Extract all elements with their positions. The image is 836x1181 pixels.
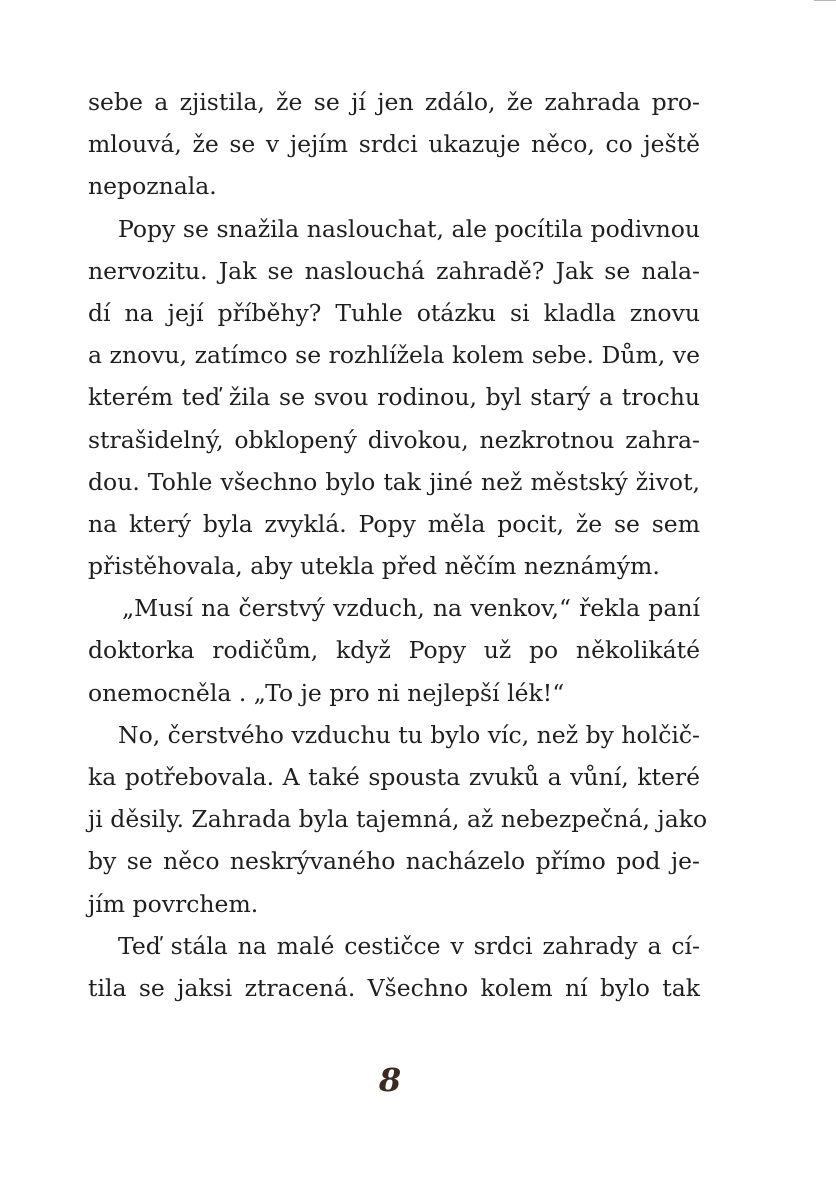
- text-line: Teď stála na malé cestičce v srdci zahrady a cí-: [118, 931, 700, 960]
- text-line: strašidelný, obklopený divokou, nezkrotnou zahra-: [88, 425, 700, 454]
- text-line: Popy se snažila naslouchat, ale pocítila podivnou: [118, 214, 700, 243]
- text-line: by se něco neskrývaného nacházelo přímo pod je-: [88, 847, 700, 876]
- page-edge-line: [814, 0, 836, 1]
- text-line: „Musí na čerstvý vzduch, na venkov,“ řekla paní: [122, 594, 700, 623]
- text-line: jím povrchem.: [88, 889, 259, 918]
- text-line: ka potřebovala. A také spousta zvuků a vůní, které: [88, 763, 700, 791]
- text-line: nepoznala.: [88, 172, 217, 201]
- text-line: a znovu, zatímco se rozhlížela kolem sebe. Dům, ve: [88, 341, 700, 370]
- text-line: onemocněla . „To je pro ni nejlepší lék!“: [88, 678, 565, 707]
- text-line: dí na její příběhy? Tuhle otázku si kladla znovu: [88, 298, 700, 327]
- text-line: mlouvá, že se v jejím srdci ukazuje něco, co ještě: [88, 130, 700, 159]
- text-line: přistěhovala, aby utekla před něčím neznámým.: [88, 552, 660, 581]
- text-line: sebe a zjistila, že se jí jen zdálo, že zahrada pro-: [88, 88, 700, 116]
- text-line: nervozitu. Jak se naslouchá zahradě? Jak se nala-: [88, 256, 700, 285]
- text-line: dou. Tohle všechno bylo tak jiné než městský život,: [88, 467, 700, 496]
- text-line: na který byla zvyklá. Popy měla pocit, že se sem: [88, 509, 700, 538]
- text-line: ji děsily. Zahrada byla tajemná, až nebezpečná, jako: [88, 805, 708, 834]
- page-body-text: [88, 81, 708, 1009]
- text-line: tila se jaksi ztracená. Všechno kolem ní bylo tak: [88, 973, 700, 1002]
- page-number: 8: [378, 1061, 402, 1099]
- text-line: No, čerstvého vzduchu tu bylo víc, než by holčič-: [118, 720, 700, 749]
- text-line: doktorka rodičům, když Popy už po několikáté: [88, 636, 700, 665]
- text-line: kterém teď žila se svou rodinou, byl starý a trochu: [88, 383, 700, 412]
